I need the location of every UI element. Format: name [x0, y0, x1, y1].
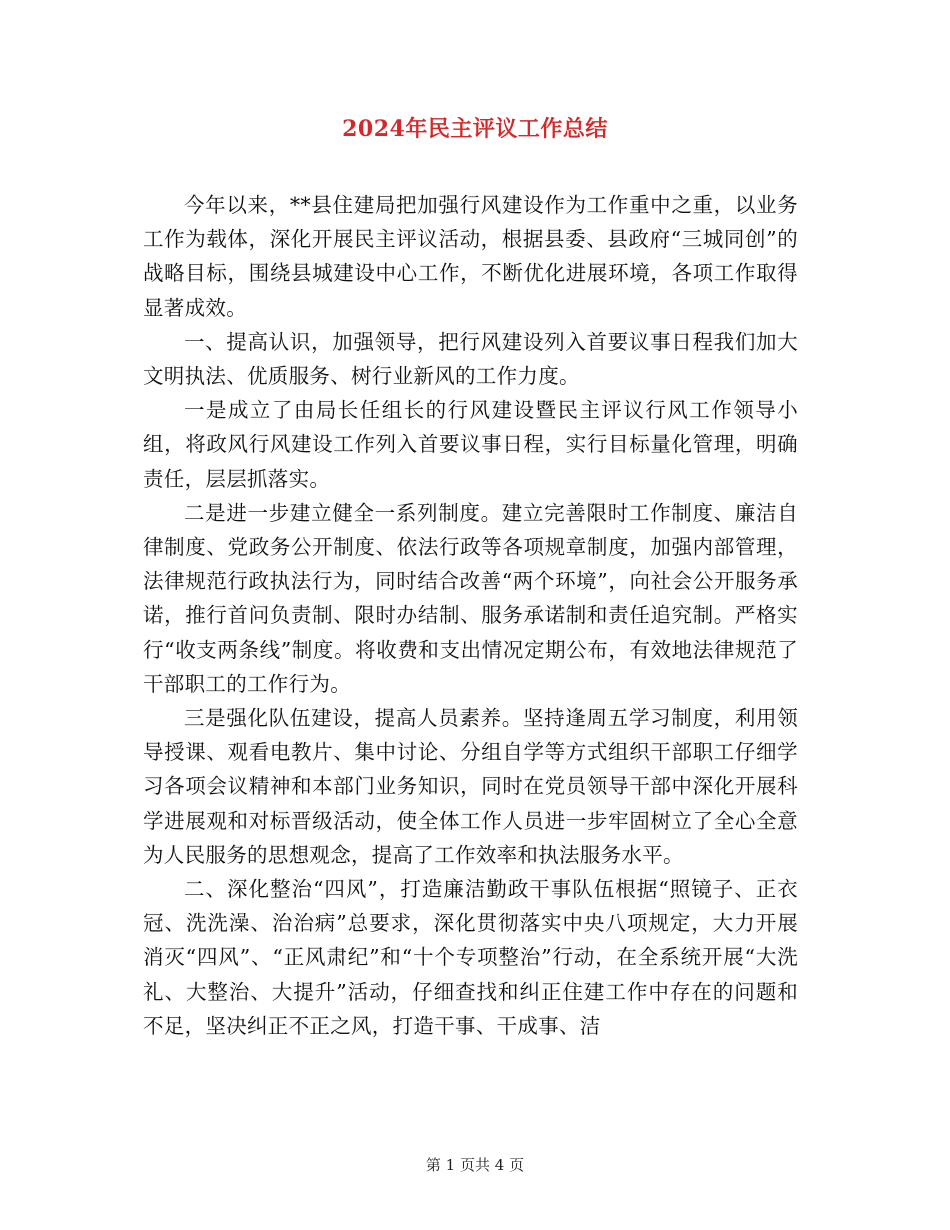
- document-body: [143, 188, 798, 1043]
- paragraph-section-2-heading: 二、深化整治“四风”，打造廉洁勤政干事队伍根据“照镜子、正衣冠、洗洗澡、治治病”总要求，深化贯彻落实中央八项规定，大力开展消灭“四风”、“正风肃纪”和“十个专项整治”行动，在全系统开展“大洗礼、大整治、大提升”活动，仔细查找和纠正住建工作中存在的问题和不足，坚决纠正不正之风，打造干事、干成事、洁: [143, 877, 798, 1038]
- paragraph-item-1: 一是成立了由局长任组长的行风建设暨民主评议行风工作领导小组，将政风行风建设工作列入首要议事日程，实行目标量化管理，明确责任，层层抓落实。: [143, 398, 798, 491]
- paragraph-section-1-heading: 一、提高认识，加强领导，把行风建设列入首要议事日程我们加大文明执法、优质服务、树行业新风的工作力度。: [143, 329, 798, 389]
- paragraph-intro: 今年以来，**县住建局把加强行风建设作为工作重中之重，以业务工作为载体，深化开展民主评议活动，根据县委、县政府“三城同创”的战略目标，围绕县城建设中心工作，不断优化进展环境，各项工作取得显著成效。: [143, 193, 798, 320]
- page-footer: 第 1 页共 4 页: [425, 1156, 525, 1174]
- paragraph-item-2: 二是进一步建立健全一系列制度。建立完善限时工作制度、廉洁自律制度、党政务公开制度、依法行政等各项规章制度，加强内部管理，法律规范行政执法行为，同时结合改善“两个环境”，向社会公开服务承诺，推行首问负责制、限时办结制、服务承诺制和责任追究制。严格实行“收支两条线”制度。将收费和支出情况定期公布，有效地法律规范了干部职工的工作行为。: [143, 500, 798, 696]
- document-title: 2024年民主评议工作总结: [342, 116, 608, 142]
- paragraph-item-3: 三是强化队伍建设，提高人员素养。坚持逢周五学习制度，利用领导授课、观看电教片、集中讨论、分组自学等方式组织干部职工仔细学习各项会议精神和本部门业务知识，同时在党员领导干部中深化开展科学进展观和对标晋级活动，使全体工作人员进一步牢固树立了全心全意为人民服务的思想观念，提高了工作效率和执法服务水平。: [143, 706, 798, 867]
